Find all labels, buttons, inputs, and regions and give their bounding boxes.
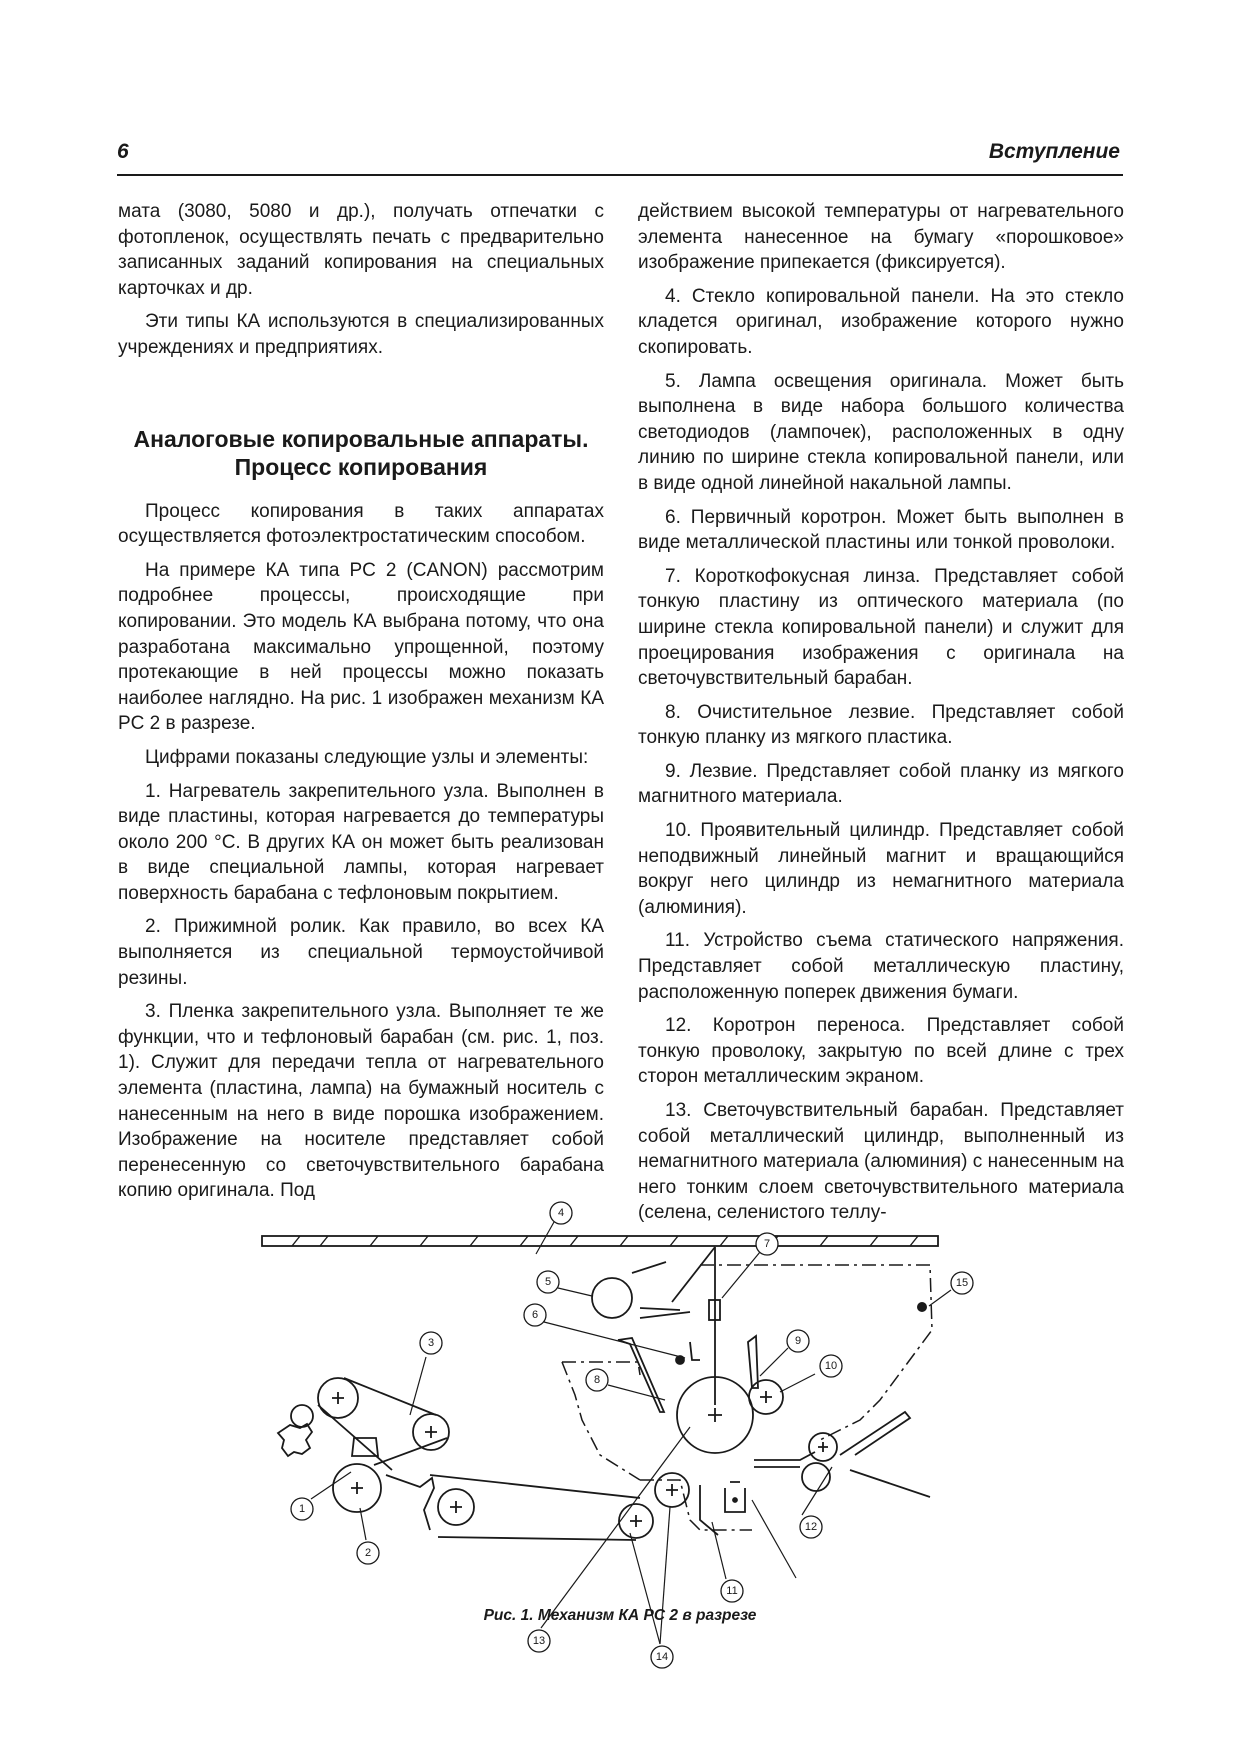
callout-label-9: 9	[794, 1335, 802, 1347]
paragraph: Процесс копирования в таких аппаратах осуществляется фотоэлектростатическим способом.	[118, 500, 604, 548]
illumination-lamp	[592, 1278, 632, 1318]
exit-tray	[840, 1412, 930, 1497]
paragraph: 13. Светочувствительный барабан. Представляет собой металлический цилиндр, выполненный из немагнитного материала (алюминия) с нанесенным на него тонким слоем светочувствительного материала (селена, селенистого теллу-	[638, 1100, 1124, 1224]
paragraph: 10. Проявительный цилиндр. Представляет собой неподвижный линейный магнит и вращающийся вокруг него цилиндр из немагнитного материала (алюминия).	[638, 820, 1124, 918]
paragraph: 6. Первичный коротрон. Может быть выполнен в виде металлической пластины или тонкой проволоки.	[638, 506, 1124, 554]
paper-guide-left	[386, 1475, 434, 1530]
primary-corona	[690, 1342, 700, 1360]
paragraph: 8. Очистительное лезвие. Представляет собой тонкую планку из мягкого пластика.	[638, 701, 1124, 749]
running-head: Вступление	[988, 140, 1120, 163]
paragraph: Эти типы КА используются в специализированных учреждениях и предприятиях.	[118, 311, 604, 358]
callout-label-11: 11	[726, 1585, 738, 1597]
section-heading: Аналоговые копировальные аппараты. Процесс копирования	[133, 425, 589, 480]
paragraph: Цифрами показаны следующие узлы и элементы:	[145, 746, 589, 768]
callout-label-1: 1	[298, 1503, 306, 1515]
paragraph: 3. Пленка закрепительного узла. Выполняет те же функции, что и тефлоновый барабан (см. рис. 1, поз. 1). Служит для передачи тепла от нагревательного элемента (пластина, лампа) на бумажный носитель с нанесенным на него в виде порошка изображением. Изображение на носителе представляет собой перенесенную со светочувствительного барабана копию оригинала. Под	[118, 1001, 604, 1202]
leader-lines	[311, 1222, 951, 1644]
callout-label-12: 12	[804, 1521, 818, 1533]
callout-label-7: 7	[763, 1238, 771, 1250]
callout-label-8: 8	[593, 1374, 601, 1386]
callout-label-4: 4	[557, 1207, 565, 1219]
transfer-wire	[733, 1498, 737, 1502]
paper-guide	[754, 1452, 815, 1467]
marker-dot	[917, 1302, 927, 1312]
paragraph: 5. Лампа освещения оригинала. Может быть выполнена в виде набора большого количества светодиодов (лампочек), расположенных в одну линию по ширине стекла копировальной панели, или в виде одной линейной накальной лампы.	[638, 370, 1124, 494]
housing-outline	[562, 1265, 932, 1530]
paragraph: 4. Стекло копировальной панели. На это стекло кладется оригинал, изображение которого нужно скопировать.	[638, 285, 1124, 358]
callout-label-15: 15	[955, 1277, 969, 1289]
callout-label-10: 10	[824, 1360, 838, 1372]
paragraph: мата (3080, 5080 и др.), получать отпечатки с фотопленок, осуществлять печать с предварительно записанных заданий копирования на специальных карточках и др.	[118, 201, 604, 299]
page-number: 6	[117, 140, 129, 163]
fuser-film	[318, 1378, 447, 1470]
small-roller	[291, 1405, 313, 1427]
paragraph: 9. Лезвие. Представляет собой планку из мягкого магнитного материала.	[638, 760, 1124, 808]
callout-label-14: 14	[655, 1651, 669, 1663]
paragraph: 12. Коротрон переноса. Представляет собой тонкую проволоку, закрытую по всей длине с трех сторон металлическим экраном.	[638, 1015, 1124, 1088]
blade	[748, 1336, 758, 1388]
paragraph: 7. Короткофокусная линза. Представляет собой тонкую пластину из оптического материала (по ширине стекла копировальной панели) и служит для проецирования изображения с оригинала на светочувствительный барабан.	[638, 565, 1124, 690]
paragraph: 11. Устройство съема статического напряжения. Представляет собой металлическую пластину, расположенную поперек движения бумаги.	[638, 930, 1124, 1003]
paragraph: 2. Прижимной ролик. Как правило, во всех КА выполняется из специальной термоустойчивой резины.	[118, 916, 604, 989]
gear	[278, 1424, 312, 1456]
platen-glass	[262, 1236, 938, 1246]
callout-label-13: 13	[532, 1635, 546, 1647]
glass-hatching	[292, 1236, 918, 1246]
callout-label-5: 5	[544, 1276, 552, 1288]
callout-label-6: 6	[531, 1309, 539, 1321]
paragraph: действием высокой температуры от нагревательного элемента нанесенное на бумагу «порошковое» изображение припекается (фиксируется).	[638, 201, 1124, 274]
callout-label-2: 2	[364, 1547, 372, 1559]
figure-caption: Рис. 1. Механизм КА PC 2 в разрезе	[483, 1607, 757, 1624]
paragraph: На примере КА типа PC 2 (CANON) рассмотрим подробнее процессы, происходящие при копировании. Это модель КА выбрана потому, что она разработана максимально упрощенной, поэтому протекающие в ней процессы можно показать наиболее наглядно. На рис. 1 изображен механизм КА PC 2 в разрезе.	[118, 559, 604, 735]
transfer-corona	[725, 1482, 745, 1512]
paragraph: 1. Нагреватель закрепительного узла. Выполнен в виде пластины, которая нагревается до температуры около 200 °С. В других КА он может быть реализован в виде специальной лампы, которая нагревает поверхность барабана с тефлоновым покрытием.	[118, 780, 604, 904]
discharge-plate	[700, 1485, 718, 1535]
cleaning-blade	[618, 1338, 664, 1412]
callout-label-3: 3	[427, 1337, 435, 1349]
light-ray	[672, 1247, 715, 1302]
